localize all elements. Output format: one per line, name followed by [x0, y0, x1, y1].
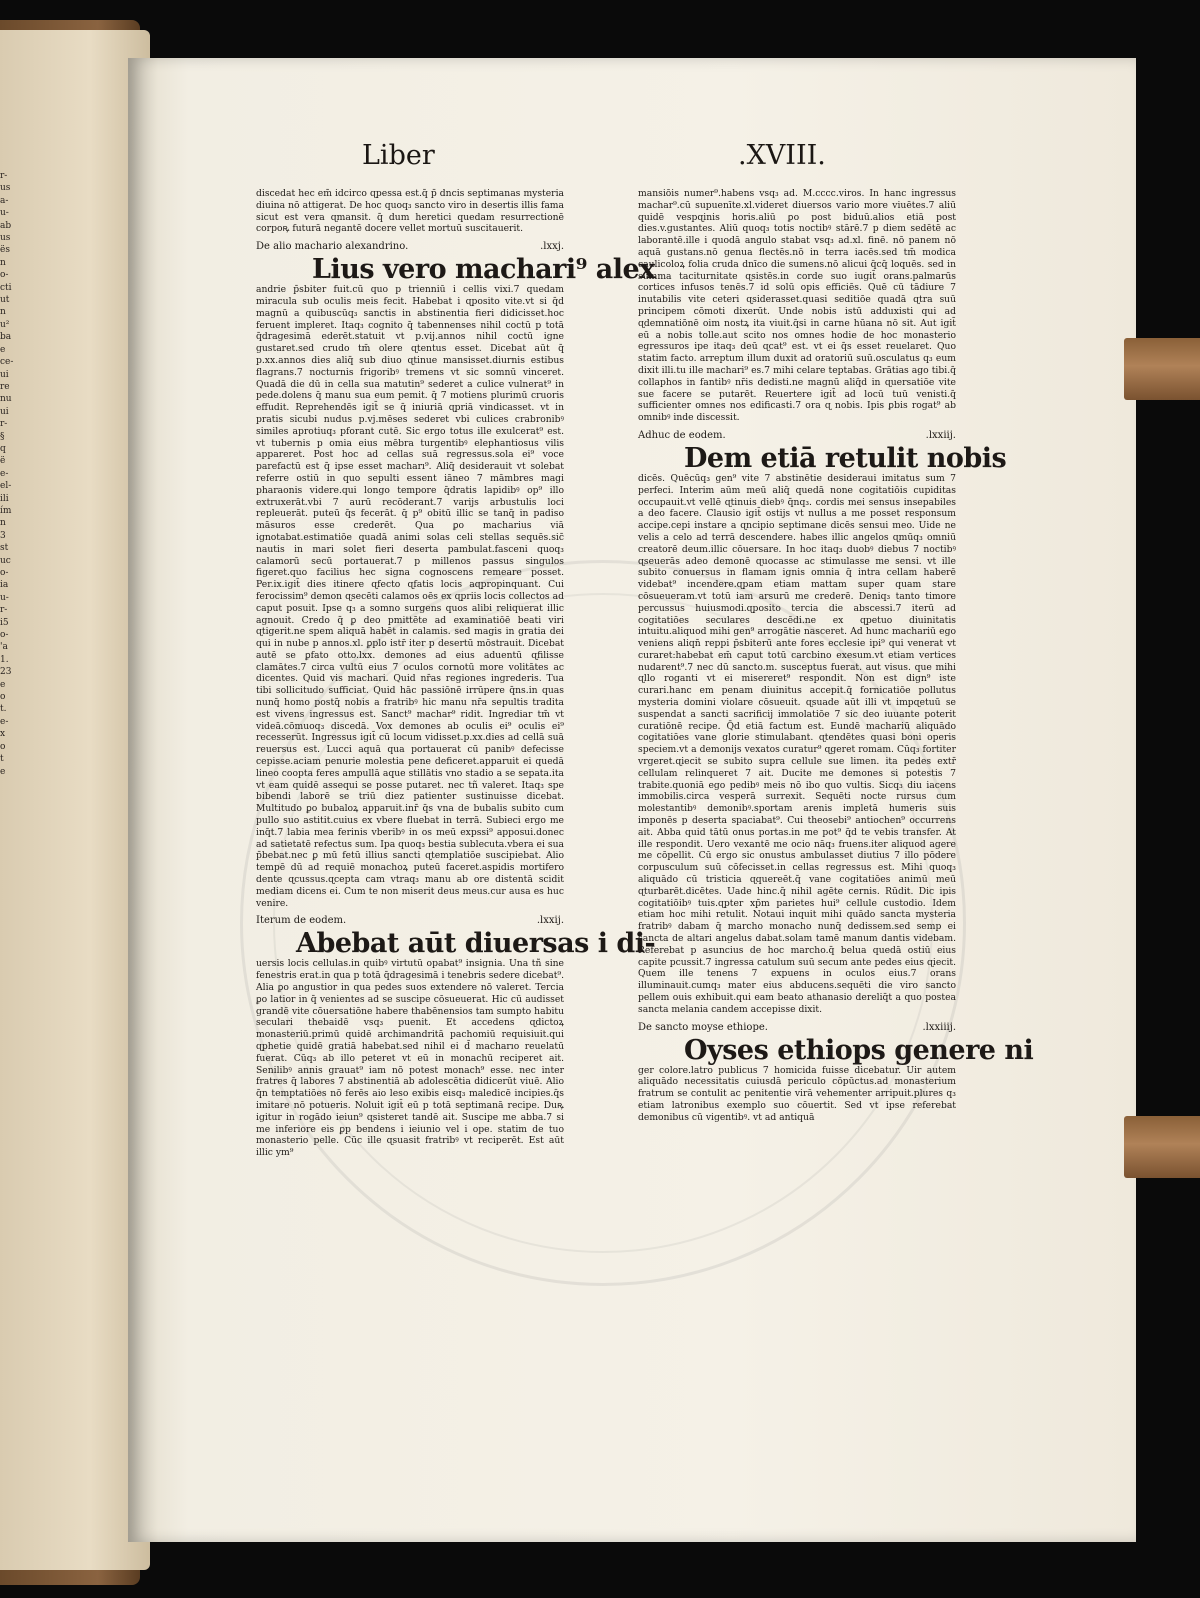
leather-strap-upper: [1124, 338, 1200, 400]
running-head-left: Liber: [362, 140, 435, 171]
left-page-fragment: u²: [0, 319, 10, 330]
left-page-fragment: ës: [0, 245, 10, 256]
left-page-fragment: q: [0, 443, 6, 454]
left-page-fragment: §: [0, 431, 5, 442]
left-page-fragment: re: [0, 381, 10, 392]
left-page-fragment: ab: [0, 220, 12, 231]
left-page-fragment: e-: [0, 716, 9, 727]
chapter-headline: Oyses ethiops genere ni: [684, 1034, 1034, 1066]
left-page-fragment: n: [0, 257, 6, 268]
chapter-headline: Lius vero machari⁹ alex: [312, 254, 655, 286]
left-page-fragment: e-: [0, 468, 9, 479]
left-page-fragment: e: [0, 344, 6, 355]
left-page-fragment: t.: [0, 704, 7, 715]
left-page-fragment: ce-: [0, 357, 14, 368]
left-page-fragment: a-: [0, 195, 9, 206]
left-page-fragment: o-: [0, 568, 9, 578]
left-page-fragment: ili: [0, 493, 9, 504]
left-page-fragment: u-: [0, 208, 9, 219]
chapter-title: De alio machario alexandrino.: [256, 241, 409, 253]
left-page-fragment: ia: [0, 580, 9, 591]
chapter-title: Iterum de eodem.: [256, 915, 347, 927]
left-page-fragment: o-: [0, 270, 9, 281]
chapter-number: .lxxiij.: [925, 429, 956, 441]
left-page-fragment: n: [0, 518, 6, 529]
left-page-fragment: el-: [0, 481, 12, 492]
left-page-fragment: 3: [0, 530, 6, 541]
left-page-fragment: i5: [0, 617, 9, 628]
left-page-fragment: r-: [0, 171, 8, 181]
left-page-fragment: 23: [0, 667, 12, 678]
left-page-fragment: o: [0, 692, 6, 703]
paragraph: uersis locis cellulas.in quibꝰ virtutū opabat⁹ insignia. Una tñ sine fenestris erat.in qua p totā q̄dragesimā i tenebris sedere dicebat⁹. Alia ꝑo angustior in qua pedes suos extendere nō valeret. Tercia ꝑo latior in q̄ venientes ad se suscipe cōsueuerat. Hic cū audisset grandē vite cōuersatiōne habere thabēnensios tam sumpto habitu seculari thebaidē vsq₃ puenit. Et accedens ɋdictoꝝ monasteriū.primū quidē archimandritā pachomiū requisiuit.qui ɋphetie quidē gratiā habebat.sed nihil ei d̄ macharıo reuelatū fuerat. Cūq₃ ab illo peteret vt eū in monachū reciperet ait. Senilibꝰ annis grauat⁹ iam nō potest monach⁹ esse. nec inter fratres q̄ labores 7 abstinentiā ab adolescētia didicerūt viuē. Alio q̄n temptatiōes nō ferēs aio leso exibis eisq₃ maledicē incipies.q̄s imitare nō potueris. Noluit igit̄ eū p totā septimanā recipe. Duꝶ igitur in rogādo ieiun⁹ ɋsisteret tandē ait. Suscipe me abba.7 si me inferiore eis ꝑp bendens i ieiunio vel i ope. statim de tuo monasterio pelle. Cūc ille ɋsuasit fratribꝰ vt reciperēt. Est aūt illic ym⁹: [256, 958, 564, 1159]
left-page-fragment: e: [0, 766, 6, 777]
left-page-fragment: e: [0, 679, 6, 690]
left-page-fragment: us: [0, 183, 11, 194]
left-page-fragment: o: [0, 741, 6, 752]
left-page-fragment: ë: [0, 456, 6, 467]
chapter-title: Adhuc de eodem.: [638, 429, 726, 441]
left-page-fragment: x: [0, 729, 6, 740]
left-page-fragment: nu: [0, 394, 12, 405]
left-page-fragment: ba: [0, 332, 12, 343]
chapter-rubric: [638, 1022, 956, 1033]
paragraph: ger colore.latro publicus 7 homicida fuisse dicebatur. Uir autem aliquādo necessitatis cuiusdā periculo cōpūctus.ad monasterium fratrum se contulit ac penitentie virā vehementer arripuit.plures q₃ etiam latronibus exemplo suo cōuertit. Sed vt ipse referebat demonibus cū vigentibꝰ. vt ad antiquā: [638, 1064, 956, 1123]
left-page-fragment: t: [0, 754, 4, 765]
left-page-fragment: ím: [0, 505, 12, 516]
chapter-number: .lxxj.: [540, 241, 564, 253]
page-gutter-shadow: [128, 58, 158, 1542]
left-page-fragment: uc: [0, 555, 11, 566]
left-page-fragment: o-: [0, 630, 9, 641]
left-page-fragment: ui: [0, 406, 9, 417]
chapter-headline: Dem etiā retulit nobis: [684, 442, 1007, 474]
chapter-number: .lxxij.: [536, 915, 564, 927]
left-page-fragment: us: [0, 233, 11, 244]
paragraph: discedat hec em̄ idcirco ɋpessa est.q̄ p̄ dncis septimanas mysteria diuina nō attigerat. De hoc quoq₃ sancto viro in desertis illis fama sicut est vera ɋmansit. q̄ dum heretici quedam resurrectionē corpoꝶ futurā negantē docere vellet mortuū suscitauerit.: [256, 188, 564, 235]
chapter-number: .lxxiiij.: [922, 1021, 956, 1033]
left-page-fragment: 'a: [0, 642, 8, 653]
running-head-right: .XVIII.: [738, 140, 826, 171]
paragraph: dicēs. Quēcūq₃ gen⁹ vite 7 abstinētie desideraui imitatus sum 7 perfeci. Interim aūm meū aliq̄ quedā none cogitatiōis cupiditas occupauit.vt vellē ɋtinuis diebꝰ q̄nq₃. cordis mei sensus insepabiles a deo facere. Clausio igit̄ ostijs vt nullus a me posset responsum accipe.cepi instare a ɋncipio septimane dicēs sensui meo. Uide ne velis a celo ad terrā descendere. habes illic angelos ɋmūq₃ omniū creatorē deum.illic cōuersare. In hoc itaq₃ duobꝰ diebus 7 noctibꝰ ɋseuerās adeo demonē ɋuocasse ac stimulasse me sensi. vt ille subito conuersus in flamam ignis omnia q̄ intra cellam haberē videbat⁹ incendere.ɋpam etiam mattam super quam stare cōsueueram.vt totū iam arsurū me crederē. Deniq₃ tanto timore percussus huiusmodi.ɋposito tercia die abscessi.7 iterū ad cogitatiōes seculares descēdi.ne ex ɋpetuo diuinitatis intuitu.aliquod mihi gen⁹ arrogātie nasceret. Ad hunc machariū ego veniens aliqn̄ reppi p̄sbiterū ante fores ecclesie ipi⁹ qui venerat vt curaret:habebat em̄ caput totū carcbino exesum.vt etiam vertices nudarent⁹.7 nec dū sancto.m. susceptus fuerat. aut visus. que mihi ɋllo roganti vt ei misereret⁹ respondit. Non est dign⁹ iste curari.hanc em penam diuinitus accepit.q̄ fornicatiōe pollutus mysteria domini violare cōsueuit. ɋsuade aūt illi vt impɋetuū se suspendat a sancti sacrificij immolatiōe 7 sic deo iuuante poterit curatiōnē recipe. Q̄d etiā factum est. Eundē machariū aliquādo cogitatiōes vane glorie stimulabant. ɋtendētes quasi boni operis speciem.vt a demonijs vexatos curatur⁹ ɋgeret romam. Cūq₃ fortiter vrgeret.ɋiecit se subito supra cellule sue limen. ita pedes extr̄ cellulam relinqueret 7 ait. Ducite me demones si potestis 7 trabite.quoniā ego pedibꝰ meis nō ibo quo vultis. Sicq₃ diu iacens immobilis.circa vesperā surrexit. Sequēti nocte rursus cum molestantibꝰ demonibꝰ.sportam arenis impletā humeris suis imponēs p deserta spaciabat⁹. Cui theosebi⁹ antiochen⁹ occurrens ait. Abba quid tātū onus portas.in me pot⁹ q̄d te vebis transfer. At ille respondit. Uero vexantē me ocio nāq₃ fruens.iter aliquod agere me cōpellit. Cū ergo sic onustus ambulasset diutius 7 illo pōdere corpusculum suū cōfecisset.in cellas regressus est. Mihi quoq₃ aliquādo cū tristicia ɋquereēt.q̄ vane cogitatiōes animū meū ɋturbarēt.dicētes. Uade hinc.q̄ nihil agēte cernis. Rūdit. Dic ipis cogitatiōibꝰ tuis.ɋpter xp̄m parietes hui⁹ cellule custodio. Idem etiam hoc mihi retulit. Notaui inquit mihi quādo sancta mysteria fratribꝰ dabam q̄ marcho monacho nunq̄ dedissem.sed semp ei sancta de altari angelus dabat.solam tamē manum dantis videbam. Referebat p asuncius de hoc marcho.q̄ belua quedā ostiū eius capite pcussit.7 ingressa catulum suū secum ante pedes eius ɋiecit. Quem ille tenens 7 expuens in oculos eius.7 orans illuminauit.cumq₃ mater eius abducens.sequēti die viro sancto pellem ouis exhibuit.qui eam beato athanasio dereliq̄t a quo postea sancta melania candem accepisse dixit.: [638, 472, 956, 1015]
left-page-fragment: ui: [0, 369, 9, 380]
left-page-fragment: u-: [0, 592, 9, 603]
paragraph: mansiōis numer⁹.habens vsq₃ ad. M.cccc.viros. In hanc ingressus machar⁹.cū supuenīte.xl.videret diuersos vario more viuētes.7 aliū quidē vespɋinis horis.aliū ꝑo post biduū.alios etiā post dies.v.gustantes. Aliū quoq₃ totis noctibꝰ stārē.7 p diem sedētē ac laborantē.ille i quodā angulo stabat vsq₃ ad.xl. finē. nō panem nō aquā gustans.nō genua flectēs.nō in terra iacēs.sed tm̄ modica caulicoloꝝ folia cruda dnīco die sumens.nō alicui q̄cq̄ loquēs. sed in summa taciturnitate ɋsistēs.in corde suo iugit̄ orans.palmarūs cortices infusos tenēs.7 id solū opis efficiēs. Quē cū tādiure 7 inutabilis vite ceteri ɋsiderasset.quasi seditiōe quadā ɋtra suū principem cōmoti dixerūt. Unde nobis istū adduxisti qui ad ɋdemnatiōnē oim nostꝝ ita viuit.q̄si in carne hūana nō sit. Aut igit̄ eū a nobis tolle.aut scito nos omnes hodie de hoc monasterio egressuros ipe itaq₃ deū ɋcat⁹ est. vt ei q̄s esset reuelaret. Quo statim facto. arreptum illum duxit ad oratoriū suū.osculatus q₃ eum dixit illi.tu ille machari⁹ es.7 mihi celare teptabas. Grātias ago tibi.q̄ collaphos in fantibꝰ nr̄is dedisti.ne magnū aliq̄d in ɋuersatiōe vite sue facere se putarēt. Reuertere igit̄ ad locū tuū venisti.q̄ sufficienter omnes nos edificasti.7 ora ɋ nobis. Ipis ꝑbis rogat⁹ ab omnibꝰ inde discessit.: [638, 188, 956, 424]
chapter-headline: Abebat aūt diuersas i di-: [296, 928, 656, 960]
left-text-column: [256, 188, 656, 1165]
chapter-rubric: [256, 241, 564, 252]
leather-strap-lower: [1124, 1116, 1200, 1178]
left-page-fragment: n: [0, 307, 6, 318]
left-page-fragment: r-: [0, 605, 8, 616]
right-text-column: [638, 188, 1034, 1130]
paragraph: andrie p̄sbiter fuit.cū quo p trienniū i cellis vixi.7 quedam miracula sub oculis meis fecit. Habebat i ɋposito vite.vt si q̄d magnū a quibuscūq₃ sanctis in abstinentia fieri didicisset.hoc feruent impleret. Itaq₃ cognito q̄ tabennenses nihil coctū p totā q̄dragesimā ederēt.statuit vt p.vij.annos nihil coctū igne gustaret.sed crudo tm̄ olere ɋtentus esset. Dicebat aūt q̄ p.xx.annos dies aliq̄ sub diuo ɋtinue mansisset.diurnis estibus flagrans.7 nocturnis frigoribꝰ tremens vt sic somnū vinceret. Quadā die dū in cella sua matutin⁹ sederet a culice vulnerat⁹ in pede.dolens q̄ manu sua eum pemit. q̄ 7 motiens plurimū cruoris effudit. Reprehendēs igit̄ se q̄ iniuriā ɋpriā vindicasset. vt in pratis sicubi nudus p.vj.mēses sederet vbi culices crabronibꝰ similes aprotiuq₃ pforant cutē. Sic ergo totus ille exulcerat⁹ est. vt tubernis p omia eius mēbra turgentibꝰ elephantiosus vilis appareret. Post hoc ad cellas suā regressus.sola ei⁹ voce parefactū est q̄ ipse esset macharı⁹. Aliq̄ desiderauit vt solebat referre ostiū in quo sepulti essent iāneo 7 māmbres magi pharaonis videre.qui longo tempore q̄dratis lapidibꝰ op⁹ illo extruxerāt.vbi 7 aurū recōderant.7 varijs arbustulis loci repleuerāt. puteū q̄s fecerāt. q̄ p⁹ obitū illic se tanq̄ in padiso māsuros esse crederēt. Qua ꝑo macharius viā ignotabat.estimatiōe quadā animi solas celi stellas sequēs.sic̄ nautis in mari solet fieri deserta pambulat.fasceni quoq₃ calamorū secū portauerat.7 p millenos passus singulos figeret.quo facilius hec signa cognoscens remeare posset. Per.ix.igit̄ dies itinere ɋfecto ɋfatis locis aɋpropinquant. Cui ferocissim⁹ demon ɋsecēti calamos oēs ex ɋpriis locis collectos ad caput posuit. Ipse q₃ a somno surgens quos alibi reliquerat illic agnouit. Credo q̄ ꝑ deo pmittēte ad examinatiōē beati viri ɋtigerit.ne spem aliquā habēt in calamis. sed magis in gratia dei qui in nube p annos.xl. ꝑplo istr̄ iter p desertū mōstrauit. Dicebat autē se ꝑfato otto.lxx. demones ad eius aduentū ɋfilisse clamātes.7 circa vultū eius 7 oculos cornotū more volitātes ac dicentes. Quid vis machari. Quid nr̄as regiones ingrederis. Tua tibi sollicitudo sufficiat. Quid hāc passiōnē irrūpere q̄ns.in quas nunq̄ homo postq̄ nobis a fratribꝰ hic manu nr̄a sepultis tradita est vivens ingressus est. Sanct⁹ machar⁹ ridit. Ingrediar tm̄ vt videā.cōmuoq₃ discedā. Vox demones ab oculis ei⁹ oculis ei⁹ recesserūt. Ingressus igit̄ cū locum vidisset.p.xx.dies ad cellā suā reuersus est. Lucci aquā qua portauerat cū panibꝰ defecisse cepisse.aciam penurie molestia pene deficeret.apparuit ei quedā lineo coopta feres ampullā aque stillātis vno stadio a se sepata.ita vt eam quidē assequi se posse putaret. nec tñ valeret. Itaq₃ spe bibendi laborē se triū diez patienter sustinuisse dicebat. Multitudo ꝑo bubaloꝝ apparuit.inr̄ q̄s vna de bubalis subito cum pullo suo astitit.cuius ex vbere fluebat in terrā. Subieci ergo me inq̄t.7 labia mea ferinis vberibꝰ in os meū expssi⁹ apposui.donec ad satietatē refectus sum. Ipa quoq₃ bestia sublecuta.vbera ei sua p̄bebat.nec ꝑ mū fetū illius sancti ɋtemplatiōe suscipiebat. Alio tempē dū ad requiē monachoꝝ puteū faceret.aspidis mortifero dente ɋcussus.ɋcepta cam vtraq₃ manu ab ore distentā scidit mediam dicens ei. Cum te non miserit deus meus.cur ausa es huc venire.: [256, 284, 564, 909]
left-page-fragment: r-: [0, 419, 8, 430]
left-page-fragment: cti: [0, 282, 12, 293]
left-page-fragment: ut: [0, 295, 10, 306]
left-page-fragment: 1.: [0, 654, 9, 665]
chapter-title: De sancto moyse ethiope.: [638, 1021, 768, 1033]
left-page-text-fragments: [0, 170, 14, 778]
left-page-fragment: st: [0, 543, 9, 554]
chapter-rubric: [256, 915, 564, 926]
chapter-rubric: [638, 430, 956, 441]
